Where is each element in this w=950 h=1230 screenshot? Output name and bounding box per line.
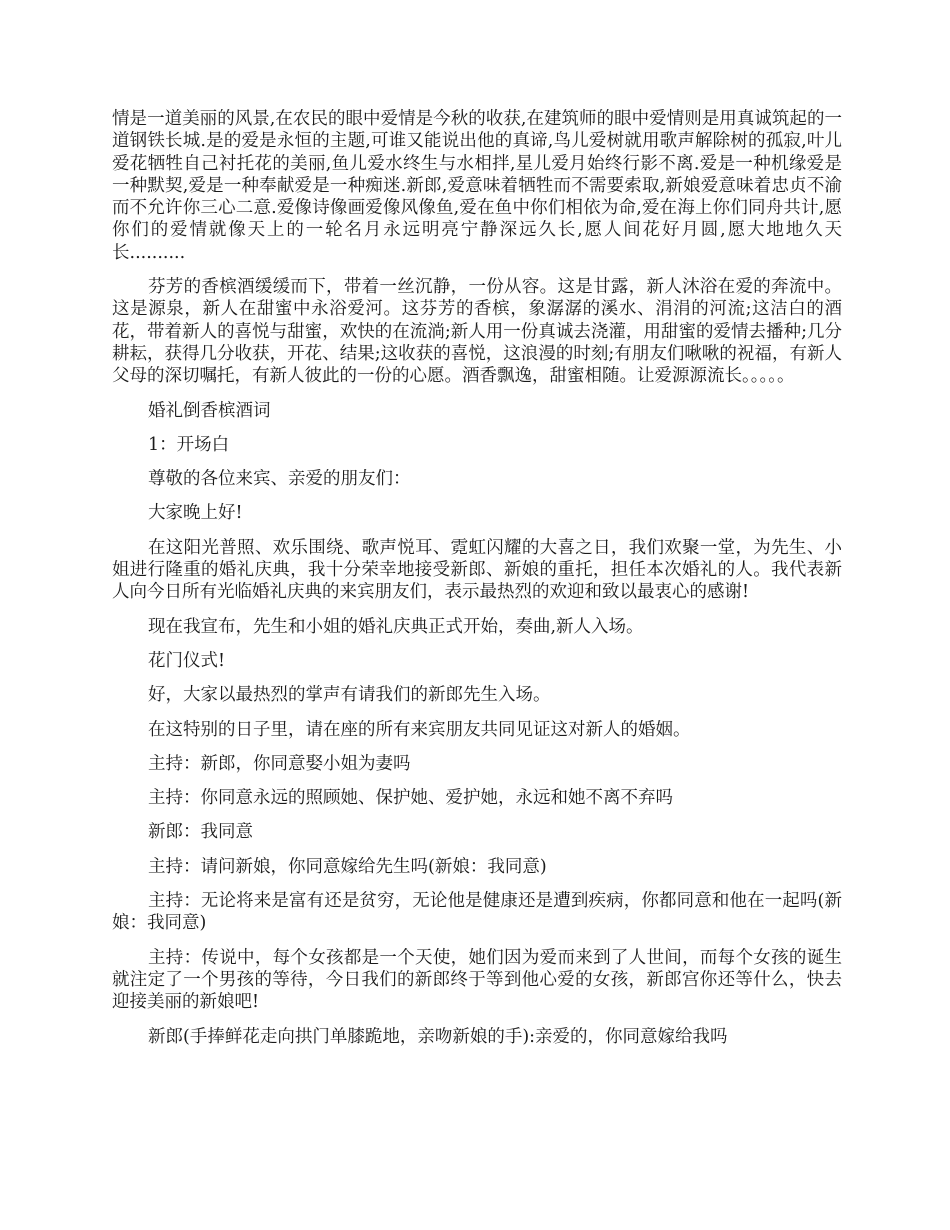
paragraph-greeting-guests: 尊敬的各位来宾、亲爱的朋友们： [148, 469, 411, 490]
paragraph-groom-entrance: 好，大家以最热烈的掌声有请我们的新郎先生入场。 [148, 685, 551, 706]
paragraph-witness: 在这特别的日子里，请在座的所有来宾朋友共同见证这对新人的婚姻。 [148, 719, 691, 740]
paragraph-love-metaphors: 情是一道美丽的风景,在农民的眼中爱情是今秋的收获,在建筑师的眼中爱情则是用真诚筑起的一道钢铁长城.是的爱是永恒的主题,可谁又能说出他的真谛,鸟儿爱树就用歌声解除树的孤寂,叶儿爱花牺牲自己衬托花的美丽,鱼儿爱水终生与水相拌,星儿爱月始终行影不离.爱是一种机缘爱是一种默契,爱是一种奉献爱是一种痴迷.新郎,爱意味着牺牲而不需要索取,新娘爱意味着忠贞不渝而不允许你三心二意.爱像诗像画爱像风像鱼,爱在鱼中你们相依为命,爱在海上你们同舟共计,愿你们的爱情就像天上的一轮名月永远明亮宁静深远久长,愿人间花好月圆,愿大地地久天长.......... [112, 109, 842, 263]
section-heading-opening: 1：开场白 [148, 434, 230, 455]
paragraph-host-vow-bride: 主持：无论将来是富有还是贫穷，无论他是健康还是遭到疾病，你都同意和他在一起吗(新娘：我同意) [112, 891, 842, 934]
paragraph-good-evening: 大家晚上好! [148, 503, 243, 524]
paragraph-champagne-blessing: 芬芳的香槟酒缓缓而下，带着一丝沉静，一份从容。这是甘露，新人沐浴在爱的奔流中。这是源泉，新人在甜蜜中永浴爱河。这芬芳的香槟，象潺潺的溪水、涓涓的河流;这洁白的酒花，带着新人的喜悦与甜蜜，欢快的在流淌;新人用一份真诚去浇灌，用甜蜜的爱情去播种;几分耕耘，获得几分收获，开花、结果;这收获的喜悦，这浪漫的时刻;有朋友们啾啾的祝福，有新人父母的深切嘱托，有新人彼此的一份的心愿。酒香飘逸，甜蜜相随。让爱源源流长。。。。。 [112, 277, 842, 387]
paragraph-ceremony-start: 现在我宣布，先生和小姐的婚礼庆典正式开始，奏曲,新人入场。 [148, 616, 644, 637]
paragraph-flower-gate: 花门仪式! [148, 650, 226, 671]
paragraph-host-question-2: 主持：你同意永远的照顾她、保护她、爱护她，永远和她不离不弃吗 [148, 788, 673, 809]
paragraph-groom-proposal: 新郎(手捧鲜花走向拱门单膝跪地，亲吻新娘的手):亲爱的，你同意嫁给我吗 [148, 1026, 728, 1047]
paragraph-host-question-1: 主持：新郎，你同意娶小姐为妻吗 [148, 753, 411, 774]
paragraph-welcome-speech: 在这阳光普照、欢乐围绕、歌声悦耳、霓虹闪耀的大喜之日，我们欢聚一堂，为先生、小姐进行隆重的婚礼庆典，我十分荣幸地接受新郎、新娘的重托，担任本次婚礼的人。我代表新人向今日所有光临婚礼庆典的来宾朋友们，表示最热烈的欢迎和致以最衷心的感谢! [112, 537, 842, 603]
document-body [112, 108, 842, 1060]
paragraph-groom-answer: 新郎：我同意 [148, 822, 253, 843]
paragraph-host-angel: 主持：传说中，每个女孩都是一个天使，她们因为爱而来到了人世间，而每个女孩的诞生就注定了一个男孩的等待，今日我们的新郎终于等到他心爱的女孩，新郎宫你还等什么，快去迎接美丽的新娘吧! [112, 947, 842, 1013]
paragraph-host-question-bride: 主持：请问新娘，你同意嫁给先生吗(新娘：我同意) [148, 856, 547, 877]
section-title: 婚礼倒香槟酒词 [148, 400, 271, 421]
